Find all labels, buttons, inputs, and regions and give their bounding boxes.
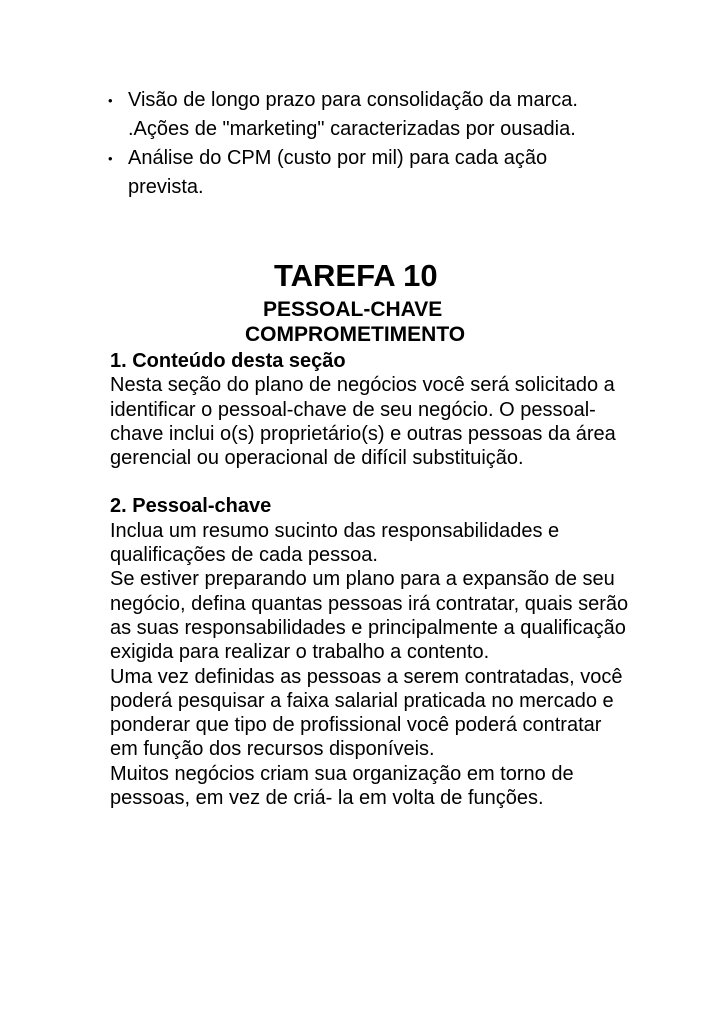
section-spacer <box>110 470 630 494</box>
section-1-paragraph: Nesta seção do plano de negócios você será solicitado a identificar o pessoal-chave de seu negócio. O pessoal-chave inclui o(s) proprietário(s) e outras pessoas da área gerencial ou operacional de difícil substituição. <box>110 374 616 470</box>
section-2-paragraph: Muitos negócios criam sua organização em torno de pessoas, em vez de criá- la em volta de funções. <box>110 762 574 810</box>
bullet-text: Visão de longo prazo para consolidação da marca. .Ações de "marketing" caracterizadas por ousadia. <box>128 89 578 140</box>
task-title: TAREFA 10 <box>274 258 438 293</box>
bullet-item <box>108 86 628 144</box>
bullet-list <box>108 86 628 202</box>
document-body <box>110 349 630 810</box>
bullet-icon: • <box>108 93 113 108</box>
section-2-title: 2. Pessoal-chave <box>110 495 272 518</box>
section-2-paragraph: Uma vez definidas as pessoas a serem contratadas, você poderá pesquisar a faixa salarial praticada no mercado e ponderar que tipo de profissional você poderá contratar em função dos recursos disponíveis. <box>110 665 623 761</box>
section-1-title: 1. Conteúdo desta seção <box>110 350 346 372</box>
section-2-paragraph: Se estiver preparando um plano para a expansão de seu negócio, defina quantas pessoas irá contratar, quais serão as suas responsabilidades e principalmente a qualificação exigida para realizar o trabalho a contento. <box>110 568 629 664</box>
bullet-item <box>108 144 628 202</box>
bullet-text: Análise do CPM (custo por mil) para cada ação prevista. <box>128 147 548 198</box>
task-subtitle-key-personnel: PESSOAL-CHAVE <box>263 298 443 321</box>
section-2-paragraph: Inclua um resumo sucinto das responsabilidades e qualificações de cada pessoa. <box>110 519 560 567</box>
bullet-icon: • <box>108 151 113 166</box>
task-subtitle-commitment: COMPROMETIMENTO <box>245 323 466 346</box>
